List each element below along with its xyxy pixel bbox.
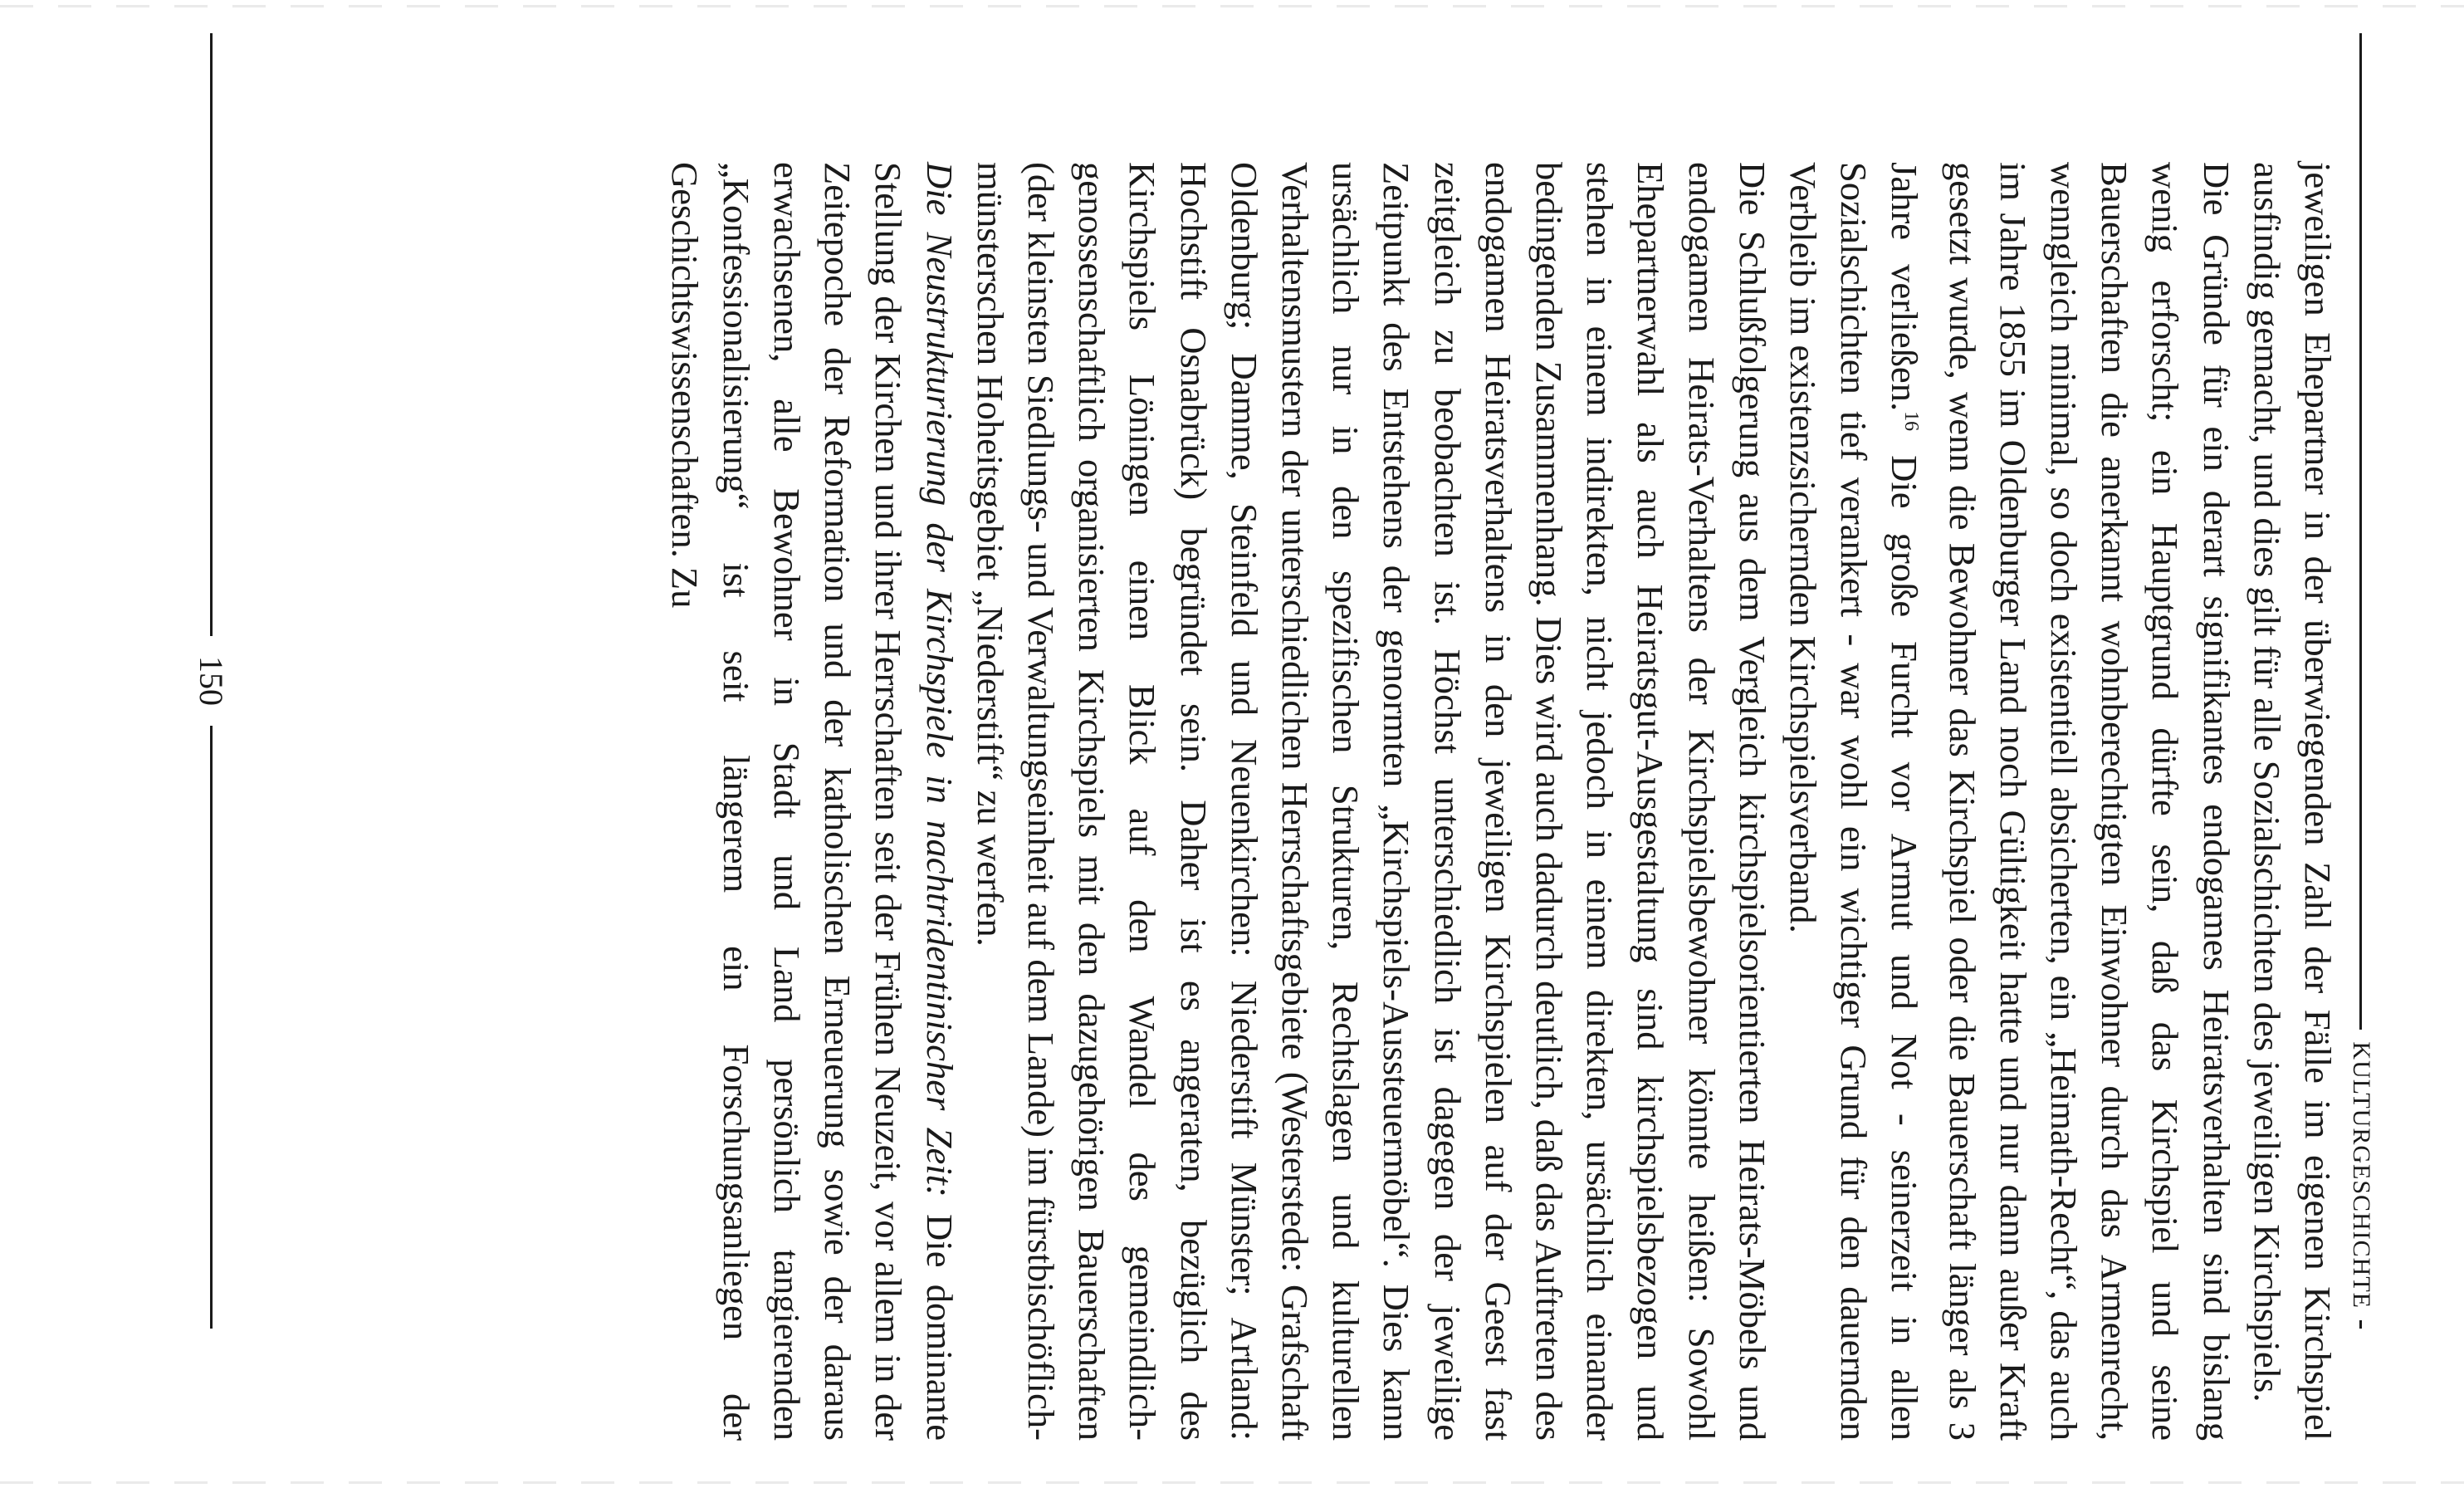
paragraph-2-tail: Die große Furcht vor Armut und Not - seinerzeit in allen Sozialschichten tief verankert - war wohl ein wichtiger Grund für den dauernden Verbleib im existenzsichernden Kirchspielsverband.	[1782, 162, 1926, 1441]
running-title: KULTURGESCHICHTE	[2348, 1041, 2375, 1309]
header-rule-right	[2360, 1320, 2363, 1329]
header-rule-left	[2360, 33, 2363, 1030]
page-number: 150	[193, 656, 230, 706]
paragraph-1: jeweiligen Ehepartner in der überwiegenden Zahl der Fälle im eigenen Kirchspiel ausfindig gemacht, und dies gilt für alle Sozialschichten des jeweiligen Kirchspiels.	[2246, 162, 2339, 1441]
paragraph-4	[659, 162, 964, 1441]
paragraph-2-text: Die Gründe für ein derart signifikantes endogames Heiratsverhalten sind bislang wenig erforscht; ein Hauptgrund dürfte sein, daß das Kirchspiel und seine Bauerschaften die anerkannt wohnberechtigten Einwohner durch das Armenrecht, wenngleich minimal, so doch existentiell absicherten, ein „Heimath-Recht“, das auch im Jahre 1855 im Oldenburger Land noch Gültigkeit hatte und nur dann außer Kraft gesetzt wurde, wenn die Bewohner das Kirchspiel oder die Bauerschaft länger als 3 Jahre verließen.	[1884, 162, 2237, 1441]
section-heading-italic: Die Neustrukturierung der Kirchspiele in nachtridentinischer Zeit:	[918, 162, 961, 1197]
footnote-ref-16: 16	[1900, 411, 1923, 432]
paragraph-3: Die Schlußfolgerung aus dem Vergleich kirchspielsorientierten Heirats-Möbels und endogamen Heirats-Verhaltens der Kirchspielsbewohner könnte heißen: Sowohl Ehepartnerwahl als auch Heiratsgut-Ausgestaltung sind kirchspielsbezogen und stehen in einem indirekten, nicht jedoch in einem direkten, ursächlich einander bedingenden Zusammenhang. Dies wird auch dadurch deutlich, daß das Auftreten des endogamen Heiratsverhaltens in den jeweiligen Kirchspielen auf der Geest fast zeitgleich zu beobachten ist. Höchst unterschiedlich ist dagegen der jeweilige Zeitpunkt des Entstehens der genormten „Kirchspiels-Aussteuermöbel“. Dies kann ursächlich nur in den spezifischen Strukturen, Rechtslagen und kulturellen Verhaltensmustern der unterschiedlichen Herrschaftsgebiete (Westerstede: Grafschaft Oldenburg; Damme, Steinfeld und Neuenkirchen: Niederstift Münster; Artland: Hochstift Osnabrück) begründet sein. Daher ist es angeraten, bezüglich des Kirchspiels Löningen einen Blick auf den Wandel des gemeindlich-genossenschaftlich organisierten Kirchspiels mit den dazugehörigen Bauerschaften (der kleinsten Siedlungs- und Verwaltungseinheit auf dem Lande) im fürstbischöflich-münsterschen Hoheitsgebiet „Niederstift“ zu werfen.	[969, 162, 1773, 1441]
footer-rule-right	[210, 726, 213, 1329]
running-head	[2347, 33, 2375, 1329]
paragraph-4-text: Die dominante Stellung der Kirchen und ihrer Herrschaften seit der Frühen Neuzeit, vor allem in der Zeitepoche der Reformation und der katholischen Erneuerung sowie der daraus erwachsenen, alle Bewohner in Stadt und Land persönlich tangierenden „Konfessionalisierung“ ist seit längerem ein Forschungsanliegen der Geschichtswissenschaften. Zu	[664, 162, 961, 1441]
footer-rule-left	[210, 33, 213, 636]
page-footer	[192, 33, 231, 1329]
body-text	[659, 162, 2343, 1441]
paragraph-2	[1777, 162, 2242, 1441]
